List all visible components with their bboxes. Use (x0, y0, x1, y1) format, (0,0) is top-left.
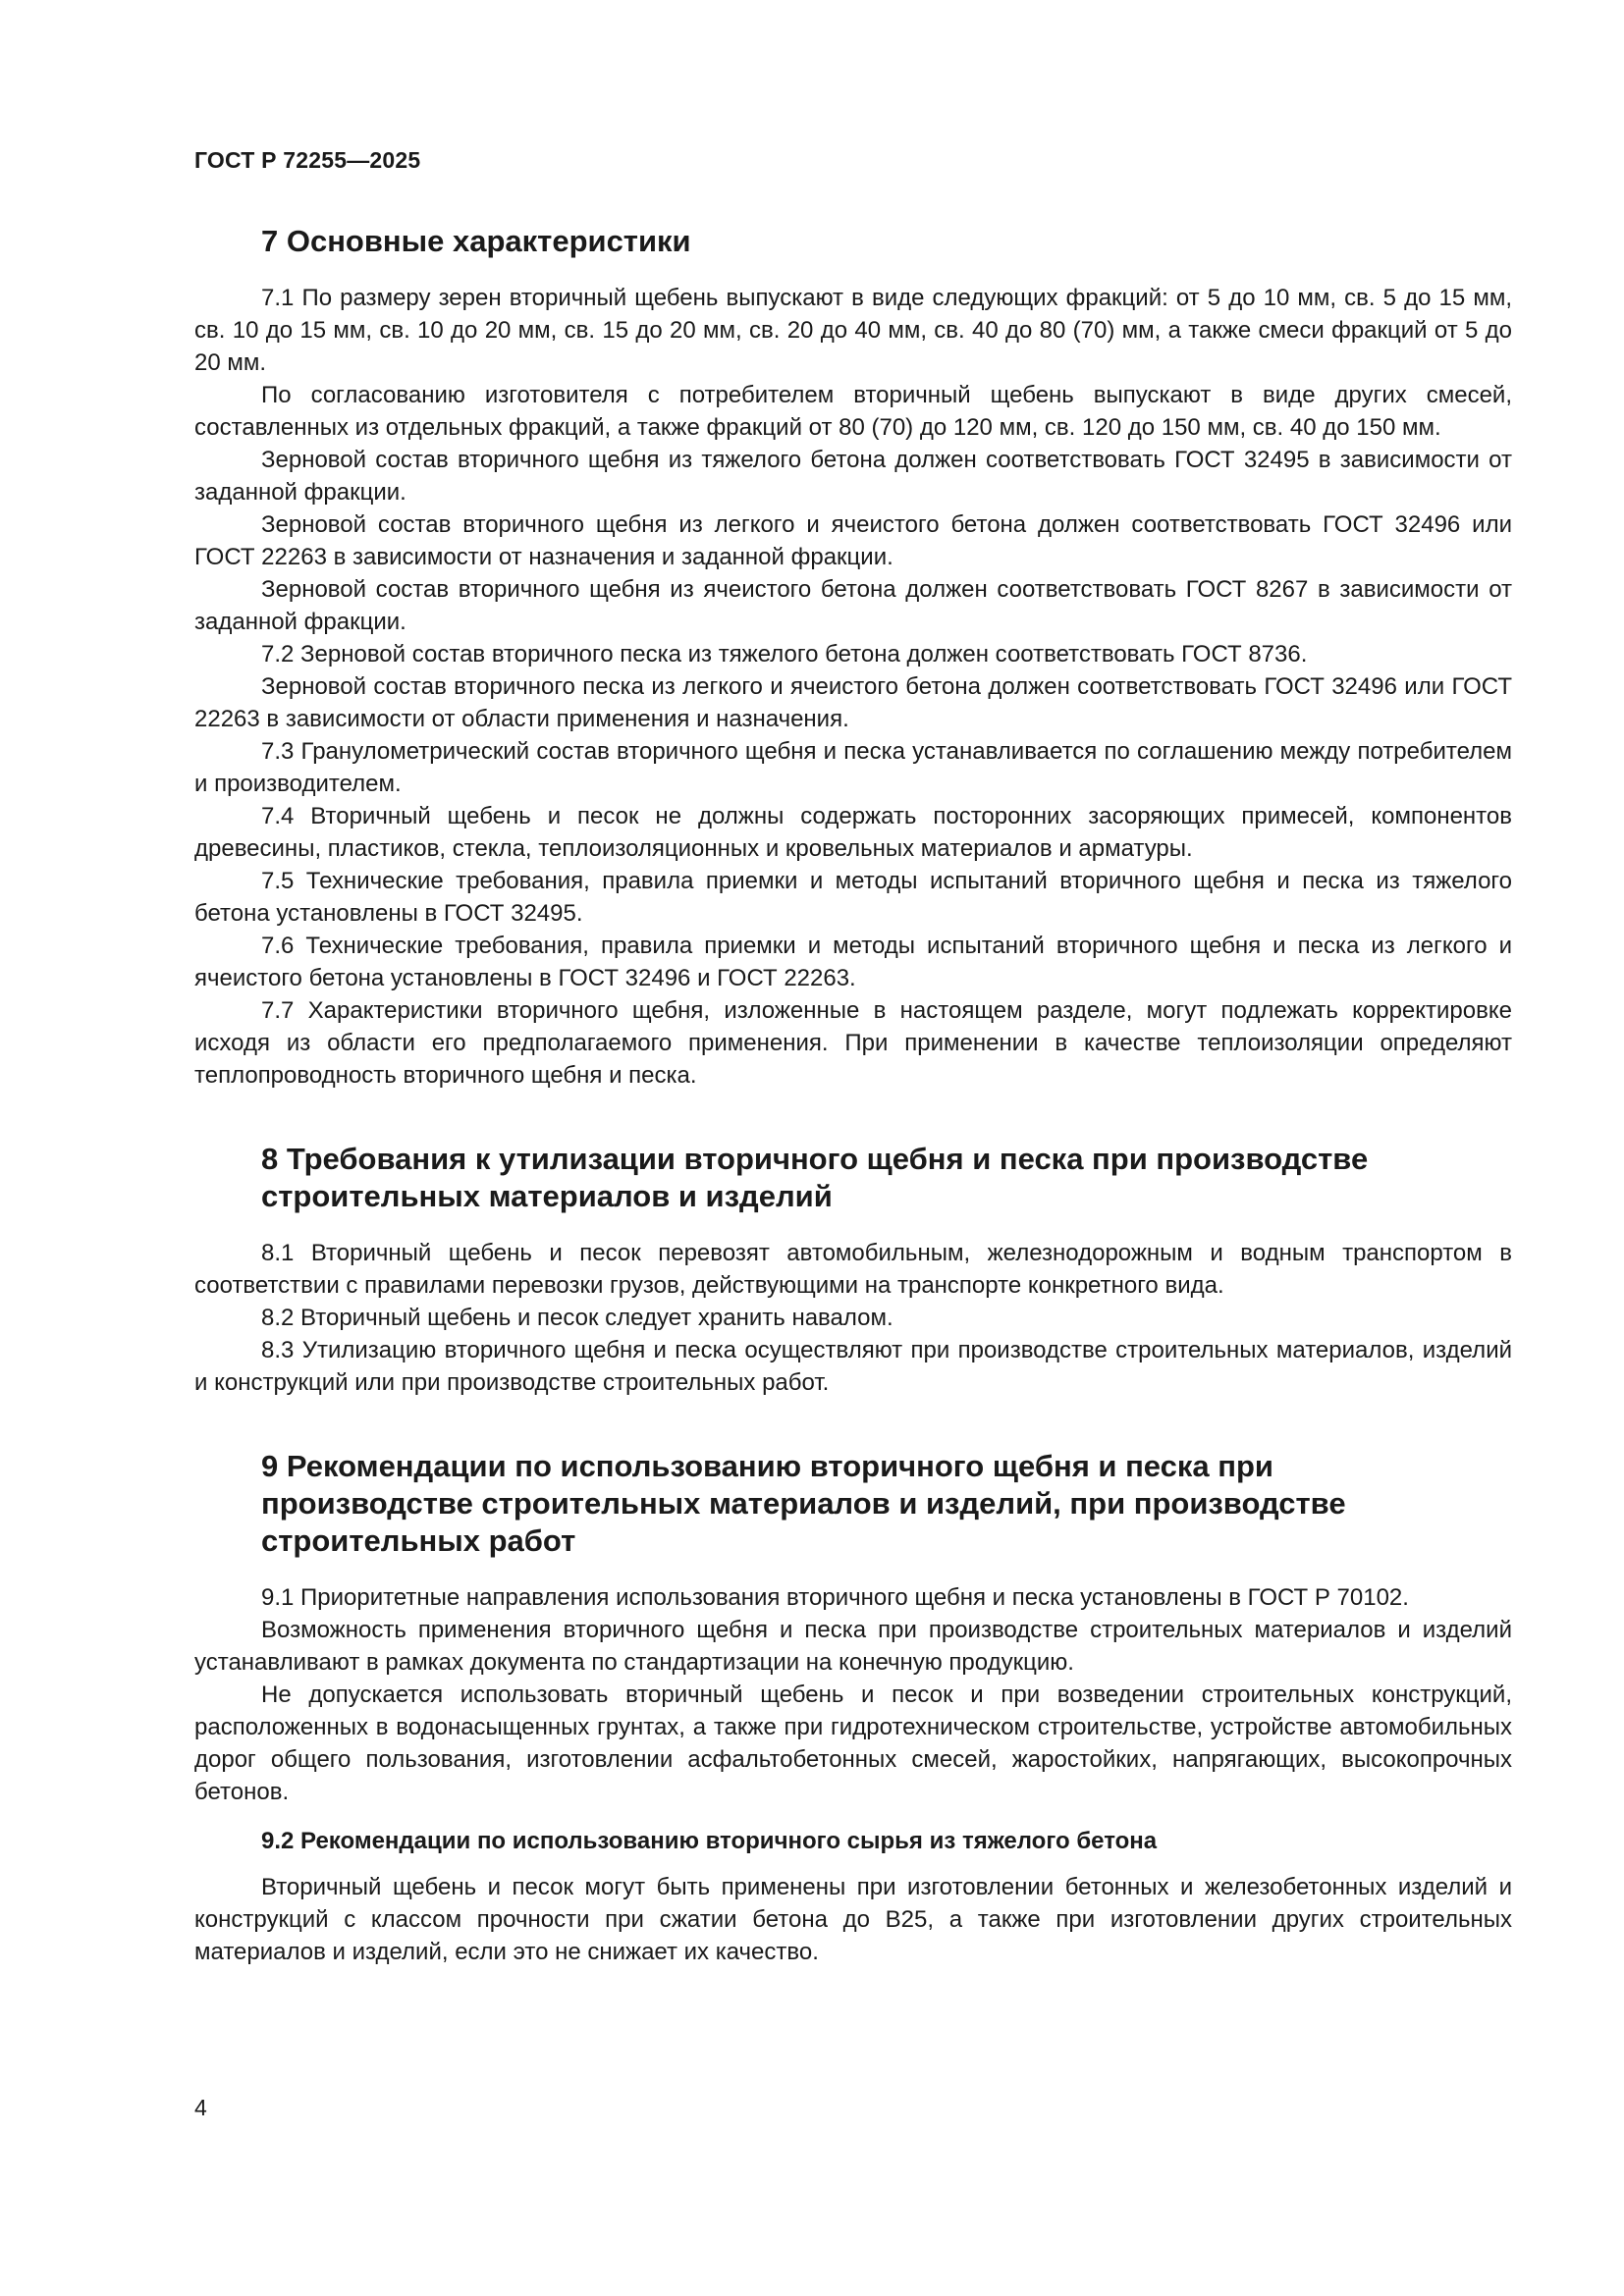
paragraph: Зерновой состав вторичного песка из легкого и ячеистого бетона должен соответствовать ГОСТ 32496 или ГОСТ 22263 в зависимости от области применения и назначения. (194, 673, 1512, 732)
document-page (194, 147, 1512, 2017)
paragraph-7-2: 7.2 Зерновой состав вторичного песка из тяжелого бетона должен соответствовать ГОСТ 8736. (261, 641, 1308, 667)
paragraph: По согласованию изготовителя с потребителем вторичный щебень выпускают в виде других смесей, составленных из отдельных фракций, а также фракций от 80 (70) до 120 мм, св. 120 до 150 мм, св. 40 до 150 мм. (194, 382, 1512, 441)
section-8-title: 8 Требования к утилизации вторичного щебня и песка при производстве строительных материалов и изделий (261, 1142, 1369, 1213)
paragraph-9-1: 9.1 Приоритетные направления использования вторичного щебня и песка установлены в ГОСТ Р 70102. (261, 1584, 1409, 1611)
page-number: 4 (194, 2095, 207, 2120)
paragraph-8-3: 8.3 Утилизацию вторичного щебня и песка осуществляют при производстве строительных материалов, изделий и конструкций или при производстве строительных работ. (194, 1337, 1512, 1396)
section-7-title: 7 Основные характеристики (261, 224, 691, 258)
paragraph-7-3: 7.3 Гранулометрический состав вторичного щебня и песка устанавливается по соглашению между потребителем и производителем. (194, 738, 1512, 797)
paragraph-8-1: 8.1 Вторичный щебень и песок перевозят автомобильным, железнодорожным и водным транспортом в соответствии с правилами перевозки грузов, действующими на транспорте конкретного вида. (194, 1240, 1512, 1299)
section-9-title: 9 Рекомендации по использованию вторичного щебня и песка при производстве строительных материалов и изделий, при производстве строительных работ (261, 1449, 1346, 1558)
subsection-9-2-title: 9.2 Рекомендации по использованию вторичного сырья из тяжелого бетона (261, 1828, 1158, 1854)
paragraph: Не допускается использовать вторичный щебень и песок и при возведении строительных конструкций, расположенных в водонасыщенных грунтах, а также при гидротехническом строительстве, устройстве автомобильных дорог общего пользования, изготовлении асфальтобетонных смесей, жаростойких, напрягающих, высокопрочных бетонов. (194, 1682, 1512, 1805)
paragraph-9-2: Вторичный щебень и песок могут быть применены при изготовлении бетонных и железобетонных изделий и конструкций с классом прочности при сжатии бетона до В25, а также при изготовлении других строительных материалов и изделий, если это не снижает их качество. (194, 1874, 1512, 1965)
paragraph-7-5: 7.5 Технические требования, правила приемки и методы испытаний вторичного щебня и песка из тяжелого бетона установлены в ГОСТ 32495. (194, 868, 1512, 927)
section-7 (194, 223, 1512, 1092)
paragraph-7-6: 7.6 Технические требования, правила приемки и методы испытаний вторичного щебня и песка из легкого и ячеистого бетона установлены в ГОСТ 32496 и ГОСТ 22263. (194, 933, 1512, 991)
paragraph: Возможность применения вторичного щебня и песка при производстве строительных материалов и изделий устанавливают в рамках документа по стандартизации на конечную продукцию. (194, 1617, 1512, 1676)
section-8 (194, 1141, 1512, 1399)
section-9 (194, 1448, 1512, 1968)
paragraph: Зерновой состав вторичного щебня из тяжелого бетона должен соответствовать ГОСТ 32495 в зависимости от заданной фракции. (194, 447, 1512, 506)
paragraph: Зерновой состав вторичного щебня из ячеистого бетона должен соответствовать ГОСТ 8267 в зависимости от заданной фракции. (194, 576, 1512, 635)
paragraph-7-7: 7.7 Характеристики вторичного щебня, изложенные в настоящем разделе, могут подлежать корректировке исходя из области его предполагаемого применения. При применении в качестве теплоизоляции определяют теплопроводность вторичного щебня и песка. (194, 997, 1512, 1089)
document-code: ГОСТ Р 72255—2025 (194, 147, 421, 173)
paragraph-7-1: 7.1 По размеру зерен вторичный щебень выпускают в виде следующих фракций: от 5 до 10 мм, св. 5 до 15 мм, св. 10 до 15 мм, св. 10 до 20 мм, св. 15 до 20 мм, св. 20 до 40 мм, св. 40 до 80 (70) мм, а также смеси фракций от 5 до 20 мм. (194, 285, 1512, 376)
paragraph: Зерновой состав вторичного щебня из легкого и ячеистого бетона должен соответствовать ГОСТ 32496 или ГОСТ 22263 в зависимости от назначения и заданной фракции. (194, 511, 1512, 570)
paragraph-7-4: 7.4 Вторичный щебень и песок не должны содержать посторонних засоряющих примесей, компонентов древесины, пластиков, стекла, теплоизоляционных и кровельных материалов и арматуры. (194, 803, 1512, 862)
paragraph-8-2: 8.2 Вторичный щебень и песок следует хранить навалом. (261, 1305, 893, 1331)
